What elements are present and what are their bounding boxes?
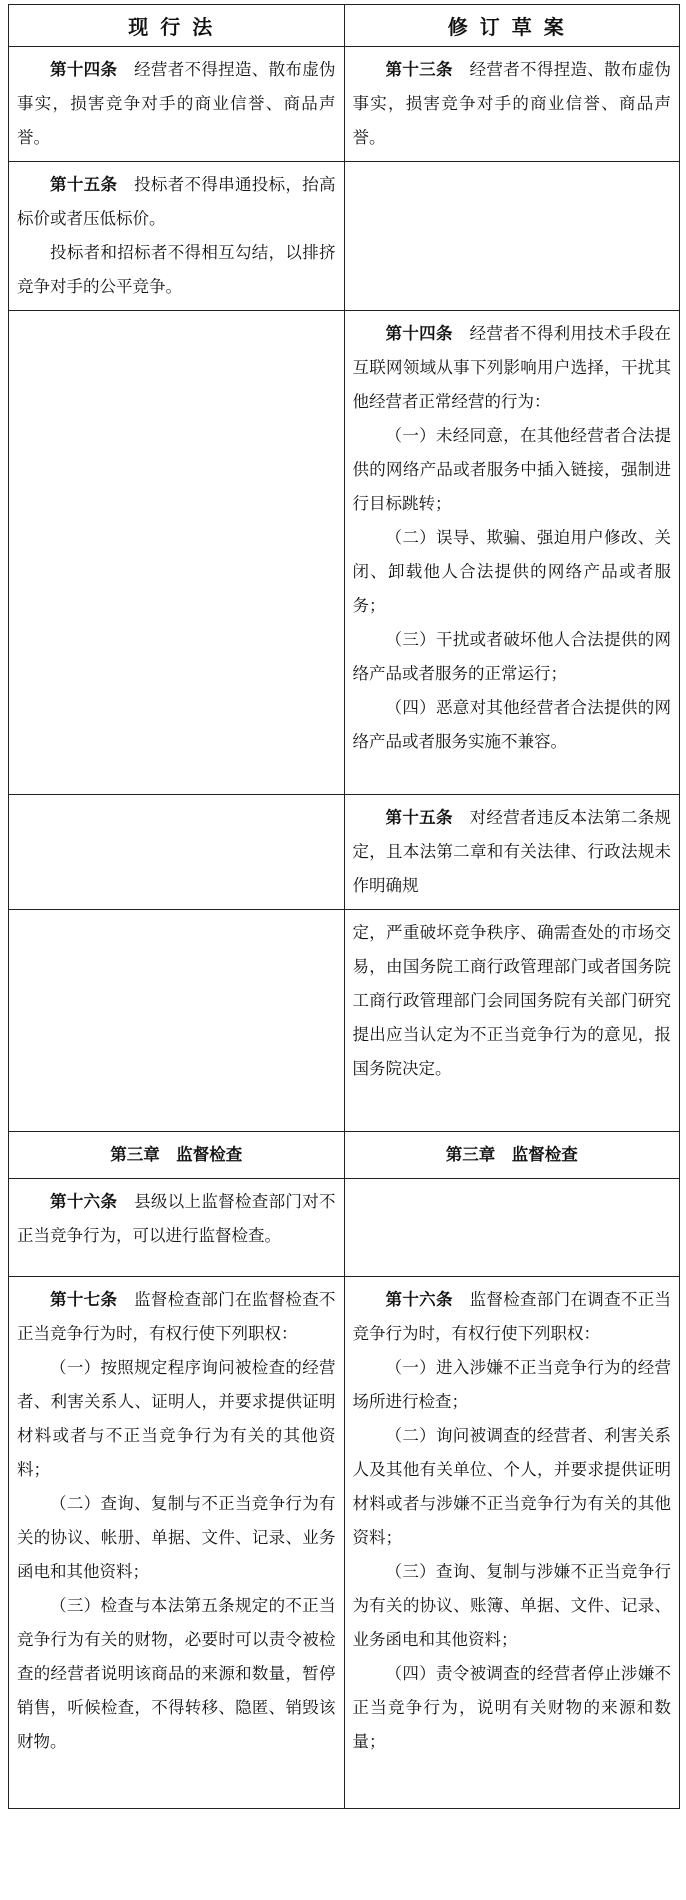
clause-paragraph bbox=[353, 1351, 672, 1419]
clause-text: 监督检查部门在监督检查不正当竞争行为时，有权行使下列职权： bbox=[17, 1290, 336, 1343]
comparison-table bbox=[8, 4, 680, 1809]
clause-text: 县级以上监督检查部门对不正当竞争行为，可以进行监督检查。 bbox=[17, 1192, 336, 1245]
revised-draft-cell bbox=[344, 47, 680, 162]
article-number: 第十五条 bbox=[50, 175, 118, 194]
clause-text: （三）检查与本法第五条规定的不正当竞争行为有关的财物，必要时可以责令被检查的经营者说明该商品的来源和数量，暂停销售，听候检查，不得转移、隐匿、销毁该财物。 bbox=[17, 1596, 336, 1751]
article-number: 第十七条 bbox=[50, 1290, 118, 1309]
chapter-heading bbox=[353, 1138, 672, 1172]
clause-paragraph bbox=[353, 801, 672, 903]
article-number: 第十五条 bbox=[385, 808, 453, 827]
revised-draft-cell bbox=[344, 910, 680, 1132]
clause-text: 定，严重破坏竞争秩序、确需查处的市场交易，由国务院工商行政管理部门或者国务院工商行政管理部门会同国务院有关部门研究提出应当认定为不正当竞争行为的意见，报国务院决定。 bbox=[352, 923, 671, 1078]
article-number: 第十六条 bbox=[50, 1192, 118, 1211]
chapter-heading bbox=[17, 1138, 336, 1172]
article-number: 第十四条 bbox=[50, 60, 118, 79]
revised-draft-cell bbox=[344, 311, 680, 795]
article-number: 第十六条 bbox=[385, 1290, 453, 1309]
clause-text: （一）未经同意，在其他经营者合法提供的网络产品或者服务中插入链接，强制进行目标跳转； bbox=[352, 426, 671, 513]
clause-paragraph bbox=[17, 1351, 336, 1487]
header-current-law: 现行法 bbox=[9, 5, 345, 47]
current-law-cell bbox=[9, 910, 345, 1132]
clause-text: （二）查询、复制与不正当竞争行为有关的协议、帐册、单据、文件、记录、业务函电和其他资料； bbox=[17, 1494, 336, 1581]
clause-text: （三）干扰或者破坏他人合法提供的网络产品或者服务的正常运行； bbox=[352, 630, 671, 683]
clause-text: 监督检查部门在调查不正当竞争行为时，有权行使下列职权： bbox=[352, 1290, 671, 1343]
clause-text: 第三章 监督检查 bbox=[445, 1145, 578, 1164]
clause-paragraph bbox=[353, 53, 672, 155]
current-law-cell bbox=[9, 795, 345, 910]
clause-text: （四）责令被调查的经营者停止涉嫌不正当竞争行为，说明有关财物的来源和数量； bbox=[352, 1664, 671, 1751]
clause-text: 对经营者违反本法第二条规定，且本法第二章和有关法律、行政法规未作明确规 bbox=[352, 808, 671, 895]
current-law-cell bbox=[9, 1179, 345, 1277]
article-number: 第十四条 bbox=[385, 324, 453, 343]
clause-paragraph bbox=[353, 691, 672, 759]
article-number: 第十三条 bbox=[385, 60, 453, 79]
clause-text: （一）按照规定程序询问被检查的经营者、利害关系人、证明人，并要求提供证明材料或者与不正当竞争行为有关的其他资料； bbox=[17, 1358, 336, 1479]
comparison-document bbox=[8, 4, 680, 1809]
clause-paragraph bbox=[17, 1283, 336, 1351]
clause-paragraph bbox=[17, 236, 336, 304]
table-row bbox=[9, 1277, 680, 1809]
clause-paragraph bbox=[353, 916, 672, 1086]
clause-paragraph bbox=[17, 53, 336, 155]
clause-paragraph bbox=[353, 1419, 672, 1555]
current-law-cell bbox=[9, 162, 345, 311]
current-law-cell bbox=[9, 1132, 345, 1179]
revised-draft-cell bbox=[344, 1179, 680, 1277]
revised-draft-cell bbox=[344, 795, 680, 910]
current-law-cell bbox=[9, 47, 345, 162]
header-revised-draft: 修订草案 bbox=[344, 5, 680, 47]
clause-text: （二）询问被调查的经营者、利害关系人及其他有关单位、个人，并要求提供证明材料或者与涉嫌不正当竞争行为有关的其他资料； bbox=[352, 1426, 671, 1547]
current-law-cell bbox=[9, 1277, 345, 1809]
clause-text: 投标者和招标者不得相互勾结，以排挤竞争对手的公平竞争。 bbox=[17, 243, 336, 296]
clause-paragraph bbox=[353, 419, 672, 521]
table-row bbox=[9, 1132, 680, 1179]
clause-paragraph bbox=[353, 521, 672, 623]
table-row bbox=[9, 311, 680, 795]
clause-text: （三）查询、复制与涉嫌不正当竞争行为有关的协议、账簿、单据、文件、记录、业务函电和其他资料； bbox=[352, 1562, 671, 1649]
current-law-cell bbox=[9, 311, 345, 795]
revised-draft-cell bbox=[344, 1277, 680, 1809]
clause-text: （四）恶意对其他经营者合法提供的网络产品或者服务实施不兼容。 bbox=[352, 698, 671, 751]
clause-paragraph bbox=[353, 317, 672, 419]
revised-draft-cell bbox=[344, 162, 680, 311]
clause-paragraph bbox=[17, 1487, 336, 1589]
clause-text: （一）进入涉嫌不正当竞争行为的经营场所进行检查； bbox=[352, 1358, 671, 1411]
clause-text: 投标者不得串通投标，抬高标价或者压低标价。 bbox=[17, 175, 336, 228]
table-row bbox=[9, 910, 680, 1132]
table-body bbox=[9, 47, 680, 1809]
table-row bbox=[9, 795, 680, 910]
clause-paragraph bbox=[17, 1185, 336, 1253]
clause-text: （二）误导、欺骗、强迫用户修改、关闭、卸载他人合法提供的网络产品或者服务； bbox=[352, 528, 671, 615]
table-row bbox=[9, 1179, 680, 1277]
clause-paragraph bbox=[17, 168, 336, 236]
clause-paragraph bbox=[17, 1589, 336, 1759]
clause-paragraph bbox=[353, 1657, 672, 1759]
revised-draft-cell bbox=[344, 1132, 680, 1179]
table-row bbox=[9, 162, 680, 311]
clause-text: 经营者不得捏造、散布虚伪事实，损害竞争对手的商业信誉、商品声誉。 bbox=[17, 60, 336, 147]
clause-text: 第三章 监督检查 bbox=[110, 1145, 243, 1164]
table-header-row bbox=[9, 5, 680, 47]
clause-paragraph bbox=[353, 623, 672, 691]
clause-paragraph bbox=[353, 1283, 672, 1351]
table-row bbox=[9, 47, 680, 162]
clause-text: 经营者不得利用技术手段在互联网领域从事下列影响用户选择，干扰其他经营者正常经营的行为： bbox=[352, 324, 671, 411]
clause-paragraph bbox=[353, 1555, 672, 1657]
clause-text: 经营者不得捏造、散布虚伪事实，损害竞争对手的商业信誉、商品声誉。 bbox=[352, 60, 671, 147]
